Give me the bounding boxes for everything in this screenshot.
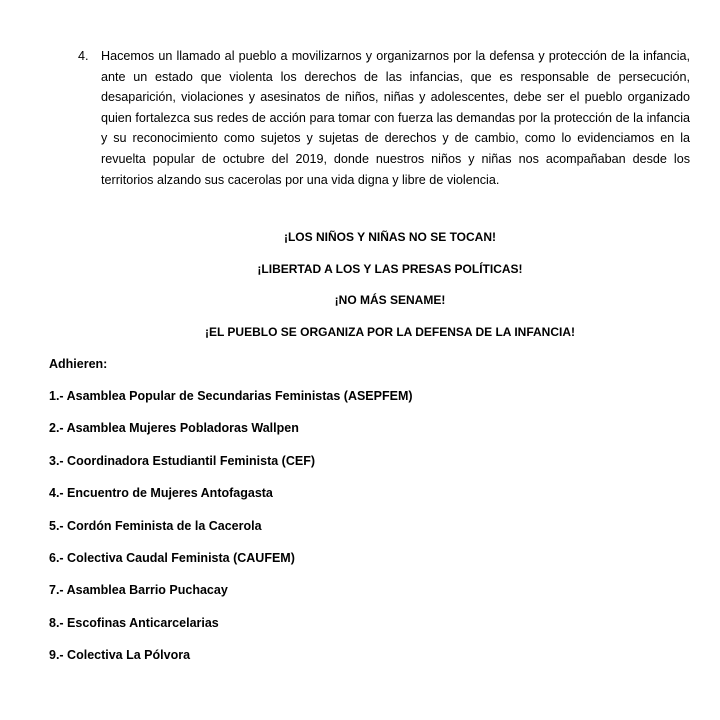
slogans-block bbox=[90, 230, 690, 356]
paragraph-text: Hacemos un llamado al pueblo a movilizarnos y organizarnos por la defensa y protección de la infancia, ante un estado que violenta los derechos de las infancias, que es responsable de persecución, desaparición, violaciones y asesinatos de niños, niñas y adolescentes, debe ser el pueblo organizado quien fortalezca sus redes de acción para tomar con fuerza las demandas por la protección de la infancia y su reconocimiento como sujetos y sujetas de derechos y de cambio, como lo evidenciamos en la revuelta popular de octubre del 2019, donde nuestros niños y niñas nos acompañaban desde los territorios alzando sus cacerolas por una vida digna y libre de violencia. bbox=[101, 49, 690, 187]
member-list bbox=[49, 389, 413, 681]
slogan: ¡LIBERTAD A LOS Y LAS PRESAS POLÍTICAS! bbox=[257, 261, 523, 276]
list-item: 3.- Coordinadora Estudiantil Feminista (CEF) bbox=[49, 453, 315, 468]
list-item: 6.- Colectiva Caudal Feminista (CAUFEM) bbox=[49, 550, 295, 565]
slogan: ¡NO MÁS SENAME! bbox=[334, 293, 446, 307]
list-item: 5.- Cordón Feminista de la Cacerola bbox=[49, 518, 262, 533]
list-item: 2.- Asamblea Mujeres Pobladoras Wallpen bbox=[49, 421, 299, 436]
list-item: 1.- Asamblea Popular de Secundarias Feministas (ASEPFEM) bbox=[49, 389, 413, 403]
list-item: 4.- Encuentro de Mujeres Antofagasta bbox=[49, 486, 273, 501]
adhieren-heading: Adhieren: bbox=[49, 357, 108, 371]
slogan: ¡LOS NIÑOS Y NIÑAS NO SE TOCAN! bbox=[283, 230, 497, 244]
numbered-paragraph bbox=[78, 46, 690, 190]
paragraph-number: 4. bbox=[78, 49, 89, 63]
list-item: 7.- Asamblea Barrio Puchacay bbox=[49, 583, 228, 598]
list-item: 8.- Escofinas Anticarcelarias bbox=[49, 615, 219, 630]
list-item: 9.- Colectiva La Pólvora bbox=[49, 648, 191, 663]
slogan: ¡EL PUEBLO SE ORGANIZA POR LA DEFENSA DE LA INFANCIA! bbox=[204, 324, 575, 339]
